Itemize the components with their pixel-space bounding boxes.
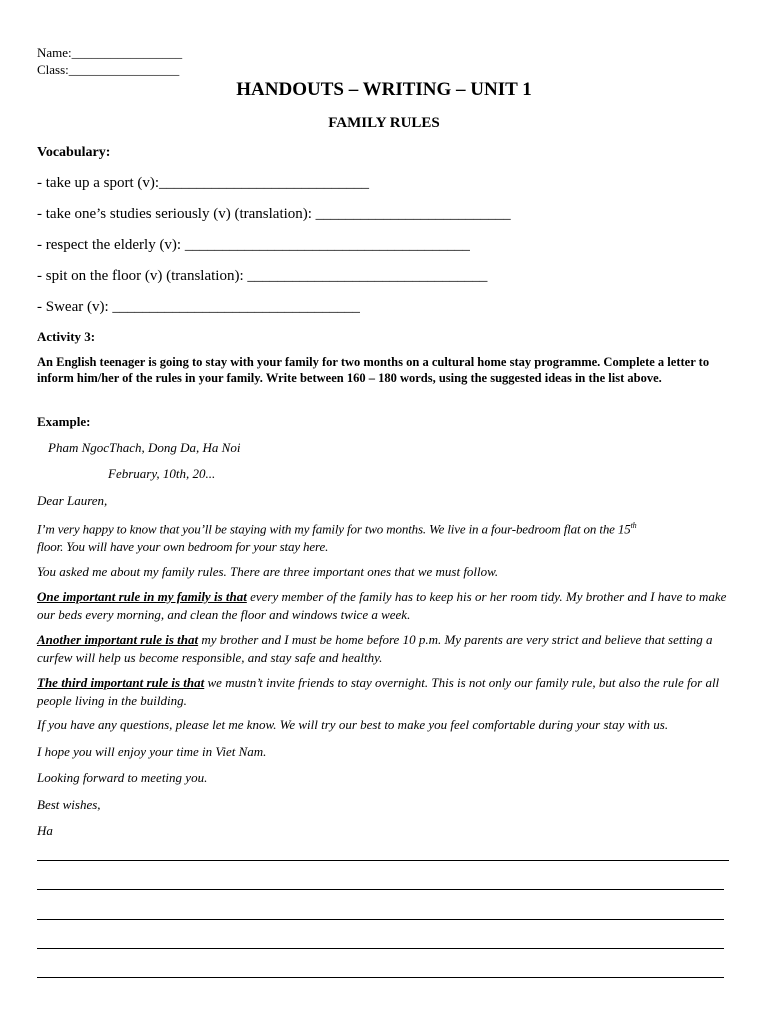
activity-heading: Activity 3:: [37, 329, 96, 344]
rule-1-text: every member of the family has to keep his or her room tidy. My brother and I have to make our beds every morning, and clean the floor and windows twice a week.: [37, 589, 727, 622]
letter-rule-2: [37, 631, 732, 667]
page-title: HANDOUTS – WRITING – UNIT 1: [236, 79, 532, 100]
class-field[interactable]: Class:_________________: [37, 62, 180, 77]
rule-2-lead: Another important rule is that: [37, 632, 199, 647]
letter-rule-3: [37, 674, 732, 710]
example-heading: Example:: [37, 414, 91, 429]
letter-closing: Best wishes,: [37, 797, 101, 812]
vocab-item-swear[interactable]: - Swear (v): _________________________________: [37, 299, 360, 315]
rule-2-text: my brother and I must be home before 10 p.m. My parents are very strict and believe that setting a curfew will help us become responsible, and stay safe and healthy.: [37, 632, 713, 665]
letter-intro-sup: th: [630, 521, 637, 530]
letter-enjoy: I hope you will enjoy your time in Viet Nam.: [37, 744, 267, 759]
rule-1-lead: One important rule in my family is that: [37, 589, 247, 604]
letter-rule-1: [37, 588, 732, 624]
name-field[interactable]: Name:_________________: [37, 45, 183, 60]
letter-rules-intro: You asked me about my family rules. There are three important ones that we must follow.: [37, 564, 499, 579]
page-subtitle: FAMILY RULES: [328, 115, 440, 131]
letter-questions: If you have any questions, please let me know. We will try our best to make you feel comfortable during your stay with us.: [37, 717, 669, 732]
letter-intro: [37, 517, 732, 556]
writing-line[interactable]: [37, 977, 724, 978]
vocabulary-heading: Vocabulary:: [37, 145, 111, 160]
letter-intro-end: floor. You will have your own bedroom for your stay here.: [37, 539, 329, 555]
letter-greeting: Dear Lauren,: [37, 493, 108, 508]
vocab-item-studies-seriously[interactable]: - take one’s studies seriously (v) (translation): __________________________: [37, 206, 511, 222]
writing-line[interactable]: [37, 860, 729, 861]
writing-line[interactable]: [37, 919, 724, 920]
vocab-item-spit-floor[interactable]: - spit on the floor (v) (translation): ________________________________: [37, 268, 488, 284]
vocab-item-respect-elderly[interactable]: - respect the elderly (v): ______________________________________: [37, 237, 470, 253]
rule-3-lead: The third important rule is that: [37, 675, 205, 690]
writing-line[interactable]: [37, 889, 724, 890]
vocab-item-take-up-sport[interactable]: - take up a sport (v):____________________________: [37, 175, 370, 191]
letter-intro-text: I’m very happy to know that you’ll be staying with my family for two months. We live in a four-bedroom flat on the 15: [37, 521, 631, 537]
rule-3-text: we mustn’t invite friends to stay overnight. This is not only our family rule, but also the rule for all people living in the building.: [37, 675, 720, 708]
letter-forward: Looking forward to meeting you.: [37, 770, 208, 785]
writing-line[interactable]: [37, 948, 724, 949]
letter-address: Pham NgocThach, Dong Da, Ha Noi: [48, 440, 241, 455]
letter-date: February, 10th, 20...: [108, 466, 216, 481]
letter-signature: Ha: [37, 823, 53, 838]
activity-instructions: An English teenager is going to stay with your family for two months on a cultural home stay programme. Complete a letter to inform him/her of the rules in your family. Write between 160 – 180 words, using the suggested ideas in the list above.: [37, 355, 710, 385]
